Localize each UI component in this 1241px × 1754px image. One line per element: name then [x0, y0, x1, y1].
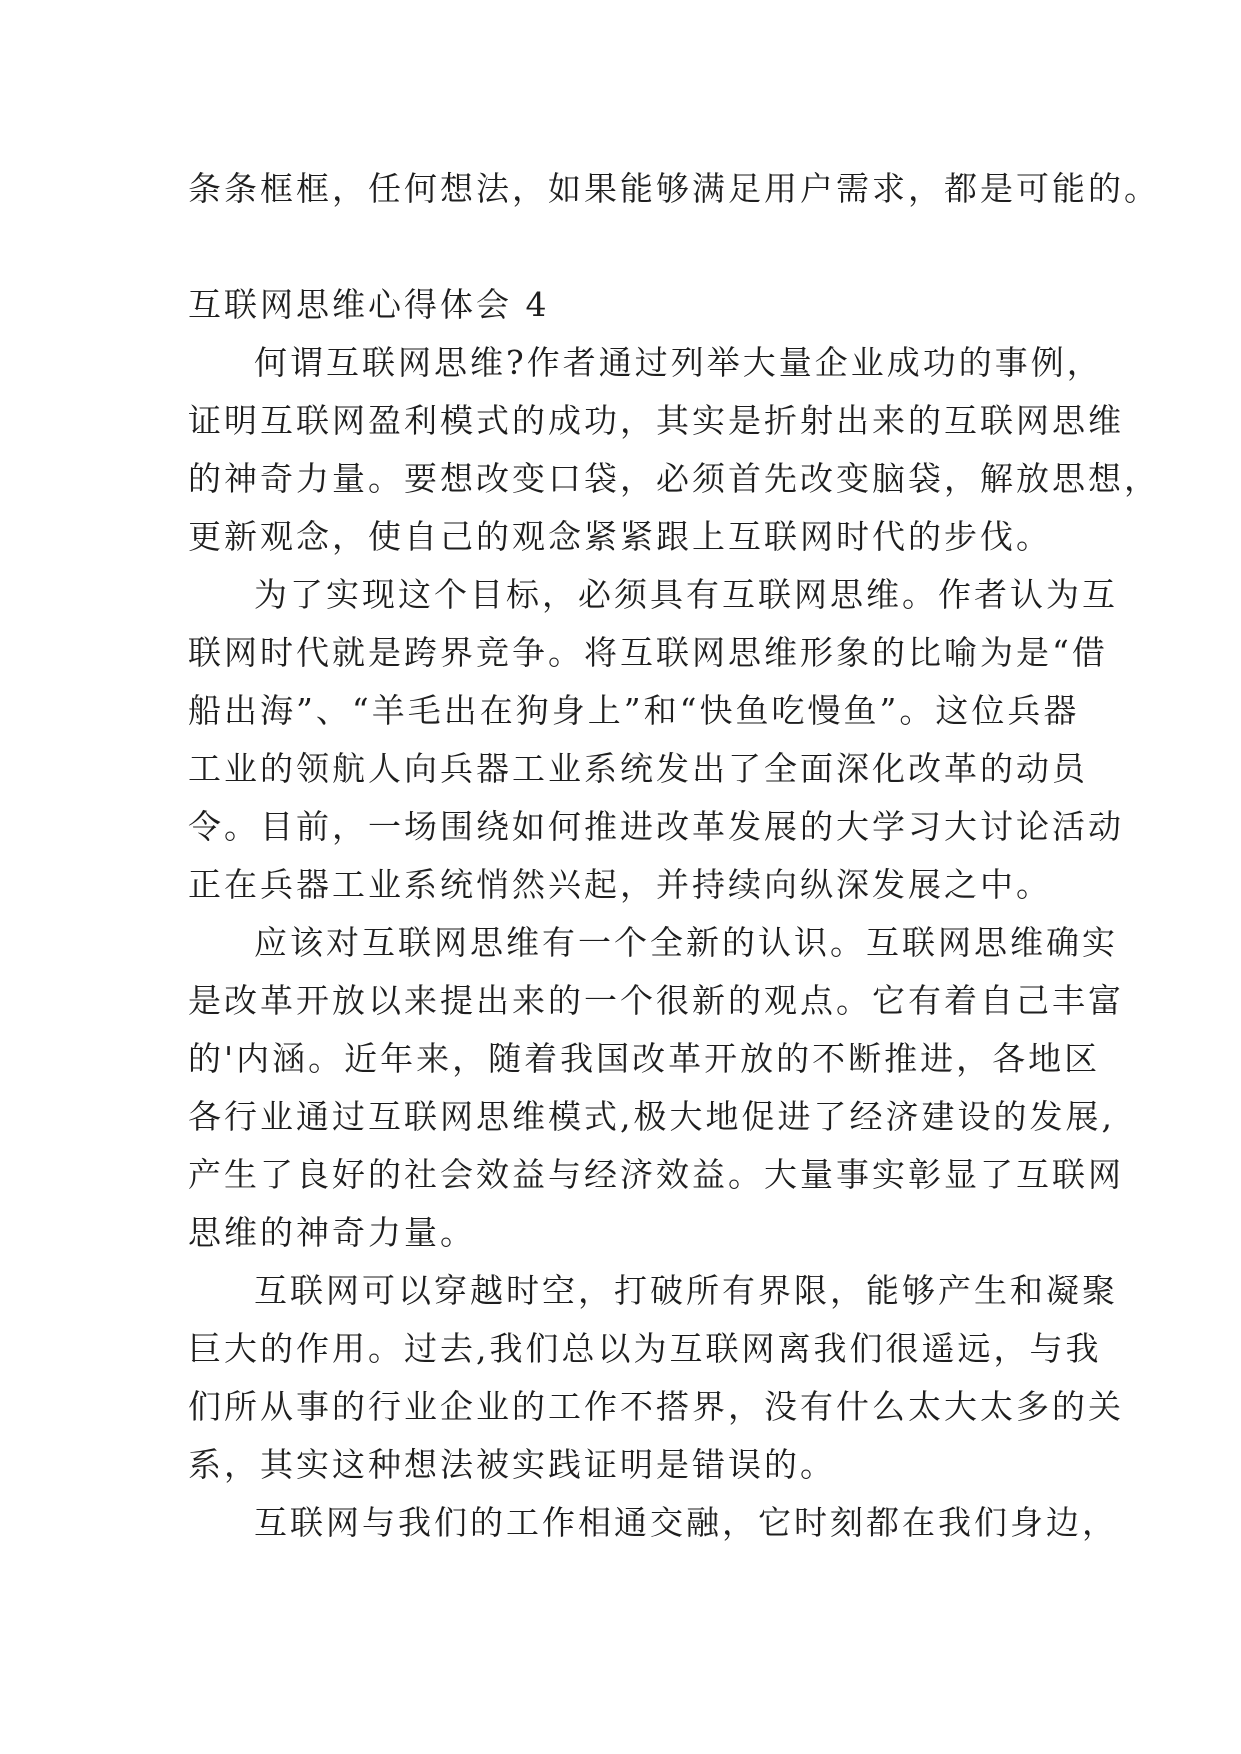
text-line: 产生了良好的社会效益与经济效益。大量事实彰显了互联网	[188, 1155, 1124, 1194]
text-line: 令。目前，一场围绕如何推进改革发展的大学习大讨论活动	[188, 807, 1124, 846]
text-line: 应该对互联网思维有一个全新的认识。互联网思维确实	[254, 923, 1118, 962]
body-text	[188, 334, 1160, 1552]
text-line: 条条框框，任何想法，如果能够满足用户需求，都是可能的。	[188, 169, 1160, 208]
paragraph-4	[188, 1262, 1124, 1494]
paragraph-5	[188, 1494, 1118, 1552]
paragraph-3	[188, 914, 1124, 1262]
text-line: 船出海”、“羊毛出在狗身上”和“快鱼吃慢鱼”。这位兵器	[188, 691, 1080, 730]
text-line: 是改革开放以来提出来的一个很新的观点。它有着自己丰富	[188, 981, 1124, 1020]
text-line: 为了实现这个目标，必须具有互联网思维。作者认为互	[254, 575, 1118, 614]
text-line: 系，其实这种想法被实践证明是错误的。	[188, 1445, 836, 1484]
paragraph-2	[188, 566, 1124, 914]
paragraph-1	[188, 334, 1160, 566]
text-line: 更新观念，使自己的观念紧紧跟上互联网时代的步伐。	[188, 517, 1052, 556]
text-line: 工业的领航人向兵器工业系统发出了全面深化改革的动员	[188, 749, 1088, 788]
text-line: 巨大的作用。过去,我们总以为互联网离我们很遥远，与我	[188, 1329, 1102, 1368]
text-line: 何谓互联网思维?作者通过列举大量企业成功的事例，	[254, 343, 1103, 382]
text-line: 正在兵器工业系统悄然兴起，并持续向纵深发展之中。	[188, 865, 1052, 904]
text-line: 们所从事的行业企业的工作不搭界，没有什么太大太多的关	[188, 1387, 1124, 1426]
section-heading: 互联网思维心得体会 4	[188, 285, 550, 324]
text-line: 各行业通过互联网思维模式,极大地促进了经济建设的发展,	[188, 1097, 1115, 1136]
text-line: 联网时代就是跨界竞争。将互联网思维形象的比喻为是“借	[188, 633, 1108, 672]
text-line: 的神奇力量。要想改变口袋，必须首先改变脑袋，解放思想，	[188, 459, 1160, 498]
lead-paragraph	[188, 160, 1160, 218]
text-line: 互联网与我们的工作相通交融，它时刻都在我们身边，	[254, 1503, 1118, 1542]
text-line: 证明互联网盈利模式的成功，其实是折射出来的互联网思维	[188, 401, 1124, 440]
text-line: 的'内涵。近年来，随着我国改革开放的不断推进，各地区	[188, 1039, 1101, 1078]
text-line: 互联网可以穿越时空，打破所有界限，能够产生和凝聚	[254, 1271, 1118, 1310]
text-line: 思维的神奇力量。	[188, 1213, 476, 1252]
